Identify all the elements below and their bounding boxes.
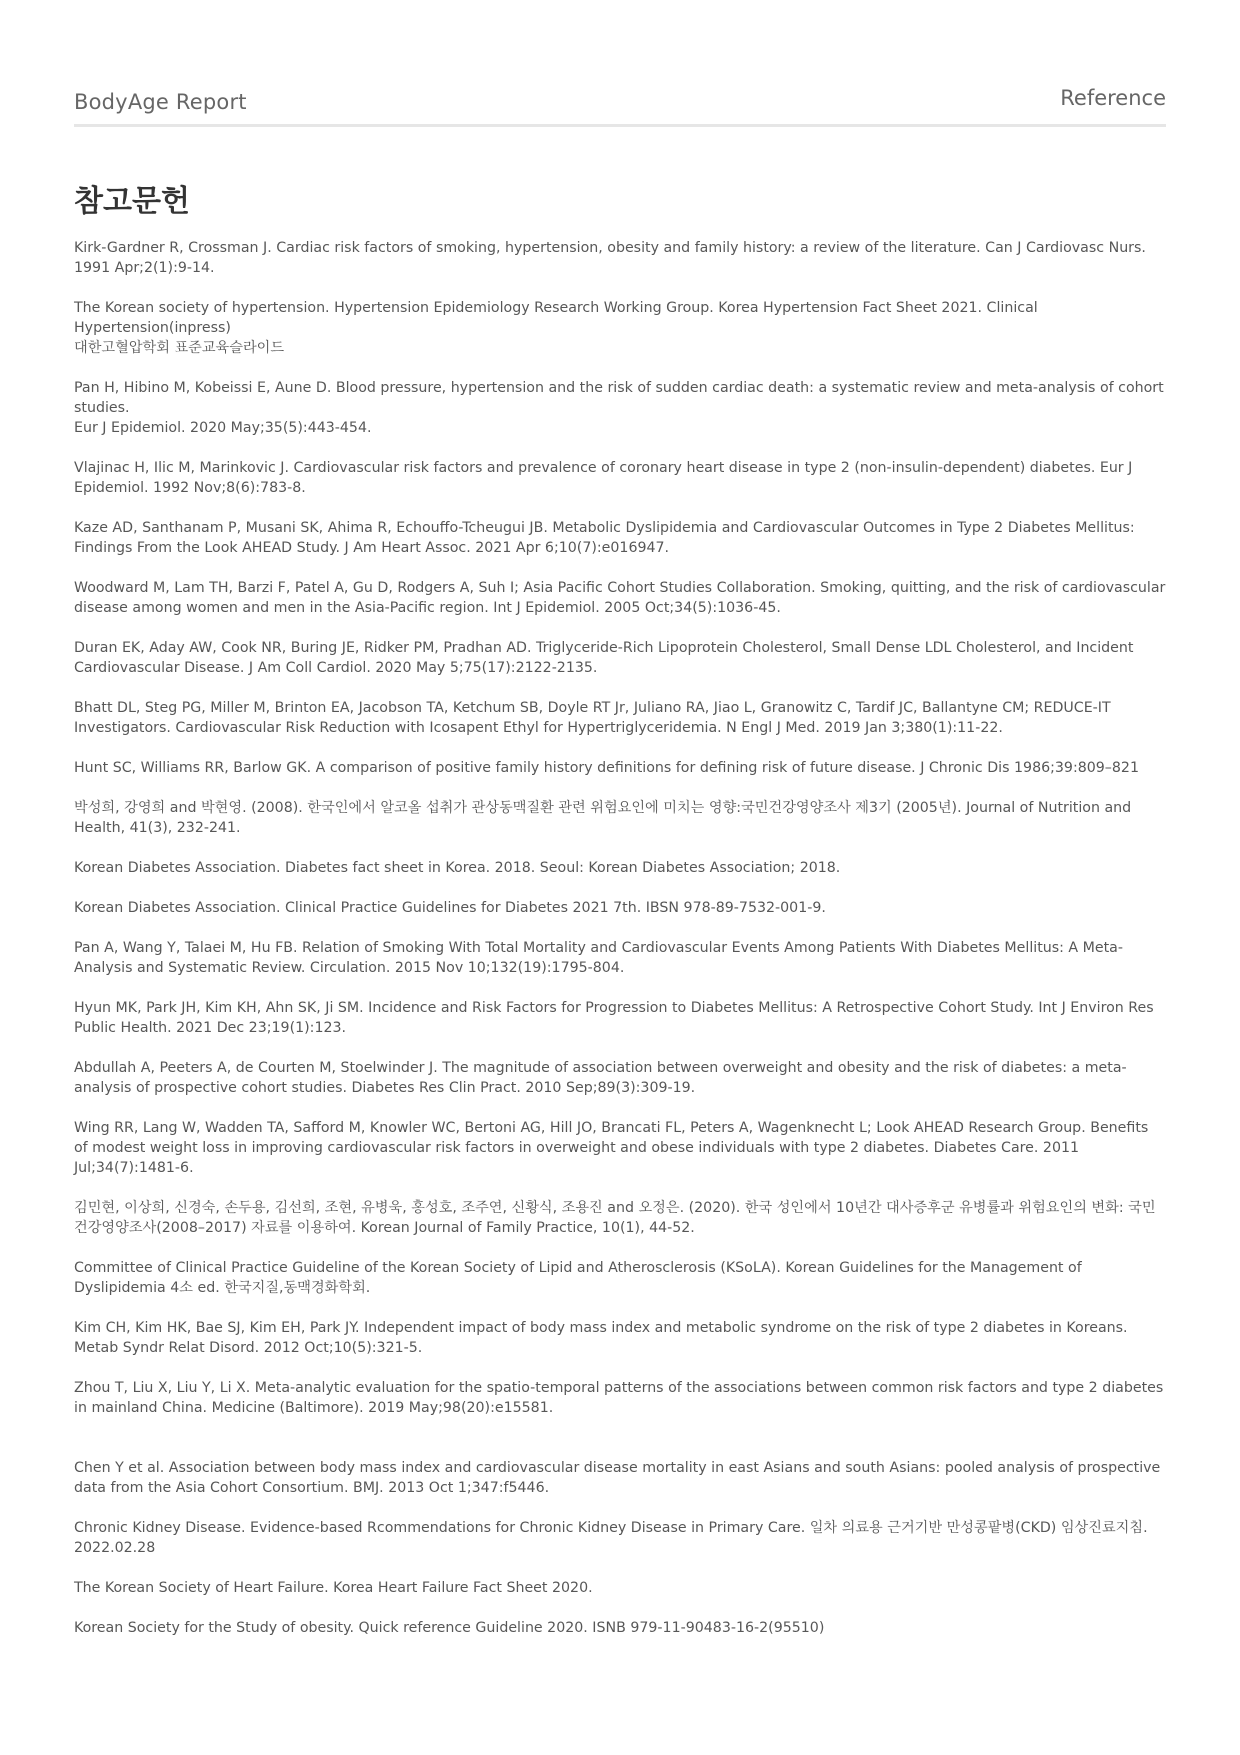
- reference-item: 김민현, 이상희, 신경숙, 손두용, 김선희, 조현, 유병욱, 홍성호, 조주연, 신황식, 조용진 and 오정은. (2020). 한국 성인에서 10년간 대사증후군 유병률과 위험요인의 변화: 국민건강영양조사(2008–2017) 자료를 이용하여. Korean Journal of Family Practice, 10(1), 44-52.: [74, 1200, 1156, 1236]
- page-header: [74, 84, 1166, 127]
- reference-item: Chen Y et al. Association between body mass index and cardiovascular disease mortality in east Asians and south Asians: pooled analysis of prospective data from the Asia Cohort Consortium. BMJ. 2013 Oct 1;347:f5446.: [74, 1460, 1161, 1496]
- reference-item: Zhou T, Liu X, Liu Y, Li X. Meta-analytic evaluation for the spatio-temporal patterns of the associations between common risk factors and type 2 diabetes in mainland China. Medicine (Baltimore). 2019 May;98(20):e15581.: [74, 1380, 1164, 1416]
- reference-item: Chronic Kidney Disease. Evidence-based Rcommendations for Chronic Kidney Disease in Primary Care. 일차 의료용 근거기반 만성콩팥병(CKD) 임상진료지침. 2022.02.28: [74, 1520, 1148, 1556]
- section-label: Reference: [1060, 86, 1166, 110]
- report-name: BodyAge Report: [74, 90, 247, 114]
- reference-list: [74, 238, 1166, 1658]
- reference-item: Pan A, Wang Y, Talaei M, Hu FB. Relation of Smoking With Total Mortality and Cardiovascular Events Among Patients With Diabetes Mellitus: A Meta-Analysis and Systematic Review. Circulation. 2015 Nov 10;132(19):1795-804.: [74, 940, 1123, 976]
- reference-item: The Korean Society of Heart Failure. Korea Heart Failure Fact Sheet 2020.: [74, 1580, 593, 1596]
- reference-item: Woodward M, Lam TH, Barzi F, Patel A, Gu D, Rodgers A, Suh I; Asia Pacific Cohort Studies Collaboration. Smoking, quitting, and the risk of cardiovascular disease among women and men in the Asia-Pacific region. Int J Epidemiol. 2005 Oct;34(5):1036-45.: [74, 580, 1166, 616]
- reference-item: Korean Diabetes Association. Diabetes fact sheet in Korea. 2018. Seoul: Korean Diabetes Association; 2018.: [74, 860, 841, 876]
- reference-item: Korean Society for the Study of obesity. Quick reference Guideline 2020. ISNB 979-11-90483-16-2(95510): [74, 1620, 825, 1636]
- reference-item: Kim CH, Kim HK, Bae SJ, Kim EH, Park JY. Independent impact of body mass index and metabolic syndrome on the risk of type 2 diabetes in Koreans. Metab Syndr Relat Disord. 2012 Oct;10(5):321-5.: [74, 1320, 1128, 1356]
- reference-item: Hunt SC, Williams RR, Barlow GK. A comparison of positive family history definitions for defining risk of future disease. J Chronic Dis 1986;39:809–821: [74, 760, 1139, 776]
- reference-item: Committee of Clinical Practice Guideline of the Korean Society of Lipid and Atherosclerosis (KSoLA). Korean Guidelines for the Management of Dyslipidemia 4소 ed. 한국지질,동맥경화학회.: [74, 1260, 1082, 1296]
- page-title: 참고문헌: [74, 184, 190, 219]
- reference-item: Korean Diabetes Association. Clinical Practice Guidelines for Diabetes 2021 7th. IBSN 978-89-7532-001-9.: [74, 900, 826, 916]
- reference-item: Abdullah A, Peeters A, de Courten M, Stoelwinder J. The magnitude of association between overweight and obesity and the risk of diabetes: a meta-analysis of prospective cohort studies. Diabetes Res Clin Pract. 2010 Sep;89(3):309-19.: [74, 1060, 1127, 1096]
- reference-item: Wing RR, Lang W, Wadden TA, Safford M, Knowler WC, Bertoni AG, Hill JO, Brancati FL, Peters A, Wagenknecht L; Look AHEAD Research Group. Benefits of modest weight loss in improving cardiovascular risk factors in overweight and obese individuals with type 2 diabetes. Diabetes Care. 2011 Jul;34(7):1481-6.: [74, 1120, 1149, 1176]
- reference-item: Vlajinac H, Ilic M, Marinkovic J. Cardiovascular risk factors and prevalence of coronary heart disease in type 2 (non-insulin-dependent) diabetes. Eur J Epidemiol. 1992 Nov;8(6):783-8.: [74, 460, 1133, 496]
- reference-item: Bhatt DL, Steg PG, Miller M, Brinton EA, Jacobson TA, Ketchum SB, Doyle RT Jr, Juliano RA, Jiao L, Granowitz C, Tardif JC, Ballantyne CM; REDUCE-IT Investigators. Cardiovascular Risk Reduction with Icosapent Ethyl for Hypertriglyceridemia. N Engl J Med. 2019 Jan 3;380(1):11-22.: [74, 700, 1111, 736]
- reference-item: The Korean society of hypertension. Hypertension Epidemiology Research Working Group. Korea Hypertension Fact Sheet 2021. Clinical Hypertension(inpress) 대한고혈압학회 표준교육슬라이드: [74, 300, 1038, 356]
- reference-item: Duran EK, Aday AW, Cook NR, Buring JE, Ridker PM, Pradhan AD. Triglyceride-Rich Lipoprotein Cholesterol, Small Dense LDL Cholesterol, and Incident Cardiovascular Disease. J Am Coll Cardiol. 2020 May 5;75(17):2122-2135.: [74, 640, 1134, 676]
- reference-item: Kaze AD, Santhanam P, Musani SK, Ahima R, Echouffo-Tcheugui JB. Metabolic Dyslipidemia and Cardiovascular Outcomes in Type 2 Diabetes Mellitus: Findings From the Look AHEAD Study. J Am Heart Assoc. 2021 Apr 6;10(7):e016947.: [74, 520, 1135, 556]
- reference-item: Hyun MK, Park JH, Kim KH, Ahn SK, Ji SM. Incidence and Risk Factors for Progression to Diabetes Mellitus: A Retrospective Cohort Study. Int J Environ Res Public Health. 2021 Dec 23;19(1):123.: [74, 1000, 1154, 1036]
- reference-item: 박성희, 강영희 and 박현영. (2008). 한국인에서 알코올 섭취가 관상동맥질환 관련 위험요인에 미치는 영향:국민건강영양조사 제3기 (2005년). Journal of Nutrition and Health, 41(3), 232-241.: [74, 800, 1132, 836]
- reference-item: Pan H, Hibino M, Kobeissi E, Aune D. Blood pressure, hypertension and the risk of sudden cardiac death: a systematic review and meta-analysis of cohort studies. Eur J Epidemiol. 2020 May;35(5):443-454.: [74, 380, 1164, 436]
- reference-item: Kirk-Gardner R, Crossman J. Cardiac risk factors of smoking, hypertension, obesity and family history: a review of the literature. Can J Cardiovasc Nurs. 1991 Apr;2(1):9-14.: [74, 240, 1146, 276]
